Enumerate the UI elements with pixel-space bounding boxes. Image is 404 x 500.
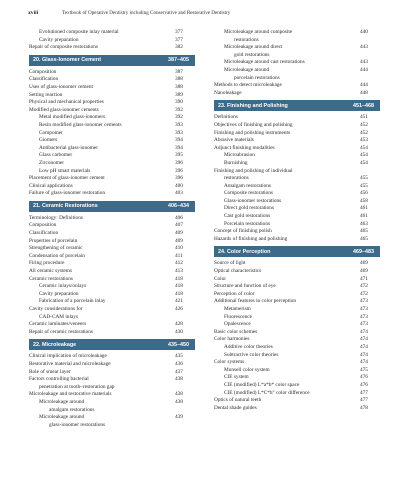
toc-entry — [29, 283, 195, 291]
toc-entry-title: Porcelain restorations — [224, 220, 271, 227]
toc-entry — [29, 298, 195, 306]
toc-right-column — [214, 29, 380, 412]
page-number: xviii — [28, 10, 39, 16]
toc-entry-page: 471 — [360, 275, 368, 282]
toc-entry-page: 469 — [360, 260, 368, 267]
toc-entry-title: All ceramic systems — [29, 268, 72, 275]
toc-entry-page: 382 — [175, 44, 183, 51]
toc-entry-title: Ceramic restorations — [29, 275, 73, 282]
toc-entry-title: porcelain restorations — [234, 74, 280, 81]
toc-entry-page: 473 — [360, 313, 368, 320]
toc-entry-title: Opalescence — [224, 321, 251, 328]
toc-entry — [214, 67, 380, 75]
chapter-page-range: 469–483 — [353, 248, 374, 255]
toc-entry-title: Burnishing — [224, 159, 248, 166]
toc-entry-page: 465 — [360, 228, 368, 235]
toc-entry-page: 393 — [175, 129, 183, 136]
toc-entry-title: Munsell color system — [224, 366, 270, 373]
toc-entry-title: Color systems — [214, 359, 245, 366]
toc-entry-title: Clinical implication of microleakage — [29, 353, 107, 360]
toc-entry — [214, 183, 380, 191]
toc-entry-title: Factors controlling bacterial — [29, 376, 89, 383]
toc-entry-page: 443 — [360, 59, 368, 66]
toc-entry-page: 387 — [175, 68, 183, 75]
toc-entry-title: Dental shade guides — [214, 404, 257, 411]
toc-entry — [29, 168, 195, 176]
toc-entry-page: 412 — [175, 260, 183, 267]
toc-entry-title: Composition — [29, 68, 57, 75]
toc-entry-title: Color harmonies — [214, 336, 250, 343]
toc-entry-title: Cast gold restorations — [224, 213, 271, 220]
toc-entry — [214, 329, 380, 337]
toc-entry-page: 426 — [175, 306, 183, 312]
toc-entry-title: restorations — [224, 175, 249, 182]
toc-entry-title: Source of light — [214, 260, 246, 267]
toc-entry — [29, 114, 195, 122]
toc-entry — [214, 321, 380, 329]
toc-entry — [214, 283, 380, 291]
toc-entry-page: 454 — [360, 159, 368, 166]
toc-entry-title: Metal modified glass-ionomers — [39, 114, 106, 121]
toc-entry — [29, 130, 195, 138]
toc-entry-title: Objectives of finishing and polishing — [214, 121, 293, 128]
toc-entry-page: 474 — [360, 359, 368, 366]
toc-entry-page: 477 — [360, 389, 368, 396]
toc-entry-title: CAD-CAM inlays — [39, 313, 78, 320]
chapter-title: 21. Ceramic Restorations — [33, 203, 98, 210]
toc-entry — [29, 215, 195, 223]
toc-entry — [214, 190, 380, 198]
toc-entry — [214, 352, 380, 360]
toc-entry — [214, 168, 380, 176]
toc-entry-page: 474 — [360, 328, 368, 335]
toc-entry-title: Color — [214, 275, 227, 282]
toc-entry — [29, 321, 195, 329]
toc-entry — [29, 76, 195, 84]
toc-entry-title: Zirconomer — [39, 159, 65, 166]
toc-entry — [29, 369, 195, 377]
toc-entry-page: 394 — [175, 144, 183, 151]
toc-entry-title: penetration at tooth–restoration gap — [39, 383, 115, 390]
toc-entry — [214, 397, 380, 405]
toc-entry-page: 477 — [360, 397, 368, 404]
toc-entry-page: 451 — [360, 114, 368, 121]
toc-entry — [29, 190, 195, 198]
toc-entry-title: Composition — [29, 222, 57, 229]
toc-entry-title: Cavity preparation — [39, 36, 79, 43]
toc-entry-page: 406 — [175, 214, 183, 221]
toc-entry-page: 396 — [175, 167, 183, 174]
toc-entry — [29, 361, 195, 369]
book-title: Textbook of Operative Dentistry including Conservative and Restorative Dentistry — [62, 10, 231, 16]
toc-entry-title: Terminology: Definitions — [29, 214, 83, 221]
toc-entry — [29, 314, 195, 322]
toc-entry-title: Structure and function of eye — [214, 283, 276, 290]
toc-entry — [214, 213, 380, 221]
toc-entry-title: Definitions — [214, 114, 238, 121]
toc-entry — [29, 37, 195, 45]
toc-entry — [214, 37, 380, 45]
toc-entry — [214, 152, 380, 160]
toc-entry-title: CIE (modified) L*C*h° color difference — [224, 389, 310, 396]
toc-entry-title: Microleakage around direct — [224, 44, 283, 51]
toc-entry — [29, 353, 195, 361]
toc-entry-title: Evolutioned composite inlay material — [39, 29, 119, 35]
toc-entry-title: Microleakage and restorative materials — [29, 391, 112, 398]
chapter-page-range: 435–450 — [168, 341, 189, 348]
toc-entry-title: Subtractive color theories — [224, 351, 279, 358]
toc-entry — [214, 130, 380, 138]
toc-entry-page: 392 — [175, 106, 183, 113]
toc-entry — [214, 137, 380, 145]
toc-entry — [214, 82, 380, 90]
chapter-page-range: 387–405 — [168, 57, 189, 64]
toc-entry-page: 438 — [175, 391, 183, 398]
chapter-heading — [214, 100, 380, 111]
toc-entry-title: Restorative material and microleakage — [29, 360, 111, 367]
toc-entry — [214, 90, 380, 98]
toc-entry-title: Setting reaction — [29, 91, 63, 98]
toc-entry-page: 409 — [175, 237, 183, 244]
toc-entry — [214, 382, 380, 390]
toc-entry-title: Concept of finishing polish — [214, 228, 272, 235]
toc-entry-title: gold restorations — [234, 51, 270, 58]
toc-entry — [29, 399, 195, 407]
toc-entry — [29, 414, 195, 422]
toc-entry-page: 403 — [175, 190, 183, 197]
toc-entry-title: Microleakage around cast restorations — [224, 59, 305, 66]
toc-entry-page: 448 — [360, 89, 368, 96]
toc-entry-title: Microleakage around — [39, 398, 85, 405]
chapter-heading — [214, 246, 380, 257]
toc-entry-page: 453 — [360, 137, 368, 144]
toc-entry-page: 410 — [175, 245, 183, 252]
toc-entry-title: Nanoleakage — [214, 89, 242, 96]
toc-entry — [214, 114, 380, 122]
toc-entry-title: Properties of porcelain — [29, 237, 78, 244]
toc-entry-page: 438 — [175, 376, 183, 383]
toc-entry — [214, 314, 380, 322]
toc-entry-page: 443 — [360, 44, 368, 51]
toc-entry-page: 439 — [175, 414, 183, 421]
toc-entry-page: 469 — [360, 268, 368, 275]
toc-entry — [214, 344, 380, 352]
toc-entry-title: Resin modified glass-ionomer cements — [39, 121, 122, 128]
toc-entry-page: 455 — [360, 175, 368, 182]
toc-entry-title: glass-ionomer restorations — [49, 421, 106, 428]
toc-entry-page: 418 — [175, 283, 183, 290]
page-header — [28, 9, 384, 19]
chapter-title: 20. Glass-Ionomer Cement — [33, 57, 102, 64]
toc-entry-title: Finishing and polishing of individual — [214, 167, 293, 174]
toc-entry-page: 452 — [360, 129, 368, 136]
toc-entry — [29, 137, 195, 145]
toc-entry — [29, 69, 195, 77]
toc-entry-page: 430 — [175, 328, 183, 335]
toc-entry-title: Role of smear layer — [29, 368, 71, 375]
toc-entry-title: Finishing and polishing instruments — [214, 129, 291, 136]
toc-entry-page: 396 — [175, 159, 183, 166]
toc-entry-page: 418 — [175, 290, 183, 297]
toc-entry-title: Glass carbomer — [39, 152, 73, 159]
toc-entry-title: Placement of glass-ionomer cement — [29, 175, 105, 182]
toc-entry-title: CIE (modified) L*a*b* color space — [224, 381, 300, 388]
toc-entry — [29, 183, 195, 191]
toc-entry-page: 437 — [175, 368, 183, 375]
toc-entry — [29, 122, 195, 130]
toc-entry — [214, 306, 380, 314]
toc-entry-page: 461 — [360, 213, 368, 220]
toc-entry — [214, 260, 380, 268]
toc-entry-page: 377 — [175, 36, 183, 43]
toc-entry-title: Modified glass-ionomer cements — [29, 106, 99, 113]
toc-entry-title: Amalgam restorations — [224, 182, 271, 189]
toc-entry — [214, 336, 380, 344]
toc-entry-title: Repair of ceramic restorations — [29, 328, 93, 335]
toc-entry-page: 390 — [175, 99, 183, 106]
toc-entry-page: 476 — [360, 374, 368, 381]
toc-entry-title: Direct gold restorations — [224, 205, 275, 212]
toc-entry-title: Hazards of finishing and polishing — [214, 235, 288, 242]
toc-entry — [29, 306, 195, 314]
toc-entry — [29, 99, 195, 107]
toc-entry-page: 475 — [360, 366, 368, 373]
toc-entry-title: restorations — [234, 36, 259, 43]
toc-entry-title: Antibacterial glass-ionomer — [39, 144, 98, 151]
toc-entry-title: Composite restorations — [224, 190, 273, 197]
toc-entry — [29, 268, 195, 276]
toc-entry — [29, 92, 195, 100]
toc-entry-title: Fabrication of a porcelain inlay — [39, 298, 106, 305]
toc-entry-page: 411 — [175, 252, 183, 259]
toc-entry-page: 413 — [175, 268, 183, 275]
toc-entry-page: 472 — [360, 283, 368, 290]
toc-entry — [214, 44, 380, 52]
toc-entry — [29, 222, 195, 230]
toc-entry-title: Uses of glass-ionomer cement — [29, 83, 93, 90]
toc-entry-page: 388 — [175, 76, 183, 83]
toc-entry-title: Abrasive materials — [214, 137, 254, 144]
toc-entry — [214, 29, 380, 37]
toc-entry — [214, 52, 380, 60]
toc-entry-title: Basic color schemes — [214, 328, 258, 335]
toc-entry-page: 444 — [360, 82, 368, 89]
toc-entry-title: Low pH smart materials — [39, 167, 91, 174]
toc-entry — [29, 230, 195, 238]
toc-entry-title: Microleakage around — [224, 66, 270, 73]
toc-entry — [29, 260, 195, 268]
toc-entry — [214, 228, 380, 236]
toc-entry-page: 473 — [360, 306, 368, 312]
toc-entry-title: Microleakage around — [39, 414, 85, 421]
toc-entry-page: 389 — [175, 91, 183, 98]
toc-entry-title: Clinical applications — [29, 182, 73, 189]
toc-entry-page: 440 — [360, 29, 368, 35]
toc-entry-title: Cavity preparation — [39, 290, 79, 297]
toc-entry — [214, 374, 380, 382]
toc-entry — [214, 359, 380, 367]
toc-entry-page: 393 — [175, 121, 183, 128]
toc-entry — [29, 245, 195, 253]
toc-entry — [29, 29, 195, 37]
toc-entry-page: 377 — [175, 29, 183, 35]
toc-entry-title: Failure of glass-ionomer restoration — [29, 190, 106, 197]
toc-entry-title: Methods to detect microleakage — [214, 82, 282, 89]
toc-entry — [214, 276, 380, 284]
toc-entry — [29, 291, 195, 299]
toc-entry — [214, 221, 380, 229]
chapter-heading — [29, 201, 195, 212]
toc-entry-title: Glass-ionomer restorations — [224, 197, 282, 204]
toc-entry-page: 461 — [360, 205, 368, 212]
toc-entry-page: 474 — [360, 343, 368, 350]
toc-entry — [214, 175, 380, 183]
toc-entry-title: Strengthening of ceramic — [29, 245, 83, 252]
toc-entry — [214, 367, 380, 375]
toc-entry-page: 476 — [360, 381, 368, 388]
toc-entry-title: Perception of color — [214, 290, 255, 297]
toc-left-column — [29, 29, 195, 429]
toc-entry-title: Ceramic laminates/veneers — [29, 321, 87, 328]
toc-entry-title: Compomer — [39, 129, 63, 136]
toc-entry-title: Ceramic inlays/onlays — [39, 283, 87, 290]
toc-entry — [214, 236, 380, 244]
toc-entry — [29, 160, 195, 168]
toc-entry-page: 454 — [360, 144, 368, 151]
toc-entry-page: 472 — [360, 290, 368, 297]
toc-entry — [29, 84, 195, 92]
toc-entry-title: Additional features in color perception — [214, 298, 297, 305]
toc-entry-page: 421 — [175, 298, 183, 305]
toc-entry — [29, 253, 195, 261]
toc-entry — [214, 198, 380, 206]
toc-entry-page: 473 — [360, 298, 368, 305]
toc-entry-title: Classification — [29, 76, 59, 83]
toc-entry-title: Repair of composite restorations — [29, 44, 98, 51]
toc-entry — [29, 44, 195, 52]
toc-entry — [29, 175, 195, 183]
toc-entry-page: 394 — [175, 137, 183, 144]
toc-entry-page: 452 — [360, 121, 368, 128]
toc-entry-title: Microabrasion — [224, 152, 255, 159]
chapter-title: 22. Microleakage — [33, 341, 77, 348]
toc-entry-title: Cavity considerations for — [29, 306, 83, 312]
toc-entry-page: 400 — [175, 182, 183, 189]
toc-entry-title: Firing procedure — [29, 260, 65, 267]
toc-entry-page: 409 — [175, 230, 183, 237]
toc-entry-page: 454 — [360, 152, 368, 159]
toc-entry — [214, 59, 380, 67]
toc-entry-title: Optics of natural teeth — [214, 397, 262, 404]
toc-entry-page: 418 — [175, 275, 183, 282]
toc-entry-title: Classification — [29, 230, 59, 237]
toc-entry — [29, 145, 195, 153]
toc-entry-title: Microleakage around composite — [224, 29, 293, 35]
toc-entry-page: 458 — [360, 197, 368, 204]
toc-entry-title: Metamerism — [224, 306, 251, 312]
toc-entry-title: CIE system — [224, 374, 249, 381]
toc-entry-page: 392 — [175, 114, 183, 121]
toc-entry — [29, 376, 195, 384]
chapter-heading — [29, 55, 195, 66]
toc-entry — [29, 391, 195, 399]
toc-entry — [214, 122, 380, 130]
toc-entry — [29, 384, 195, 392]
toc-entry — [214, 75, 380, 83]
toc-entry — [214, 205, 380, 213]
toc-entry — [29, 407, 195, 415]
toc-entry-title: Optical characteristics — [214, 268, 262, 275]
toc-entry-page: 478 — [360, 404, 368, 411]
toc-entry-page: 438 — [175, 398, 183, 405]
toc-entry-page: 407 — [175, 222, 183, 229]
toc-entry-page: 474 — [360, 351, 368, 358]
toc-entry — [214, 160, 380, 168]
toc-entry-title: Fluorescence — [224, 313, 252, 320]
toc-entry-page: 465 — [360, 235, 368, 242]
toc-entry — [214, 390, 380, 398]
chapter-page-range: 451–468 — [353, 102, 374, 109]
toc-entry-page: 428 — [175, 321, 183, 328]
toc-entry-title: Physical and mechanical properties — [29, 99, 104, 106]
toc-entry — [214, 298, 380, 306]
chapter-heading — [29, 339, 195, 350]
toc-entry-title: Additive color theories — [224, 343, 273, 350]
toc-entry-page: 463 — [360, 220, 368, 227]
toc-entry-page: 436 — [175, 360, 183, 367]
toc-entry — [29, 107, 195, 115]
toc-entry — [29, 238, 195, 246]
toc-entry-page: 474 — [360, 336, 368, 343]
toc-entry-page: 473 — [360, 321, 368, 328]
toc-entry-page: 455 — [360, 182, 368, 189]
toc-entry-title: amalgam restorations — [49, 406, 95, 413]
toc-entry-title: Condensation of porcelain — [29, 252, 85, 259]
chapter-title: 24. Color Perception — [218, 248, 271, 255]
chapter-title: 23. Finishing and Polishing — [218, 102, 288, 109]
toc-entry-page: 388 — [175, 83, 183, 90]
toc-entry-page: 396 — [175, 175, 183, 182]
toc-entry — [214, 291, 380, 299]
toc-entry-title: Giomers — [39, 137, 58, 144]
toc-entry — [29, 276, 195, 284]
toc-entry-page: 435 — [175, 353, 183, 360]
toc-entry — [214, 145, 380, 153]
chapter-page-range: 406–434 — [168, 203, 189, 210]
toc-entry-page: 444 — [360, 66, 368, 73]
toc-entry — [214, 405, 380, 413]
toc-entry — [29, 422, 195, 430]
toc-entry — [29, 329, 195, 337]
toc-entry-title: Adjunct finishing modalities — [214, 144, 275, 151]
toc-entry-page: 456 — [360, 190, 368, 197]
toc-entry — [214, 268, 380, 276]
toc-entry-page: 395 — [175, 152, 183, 159]
toc-entry — [29, 152, 195, 160]
